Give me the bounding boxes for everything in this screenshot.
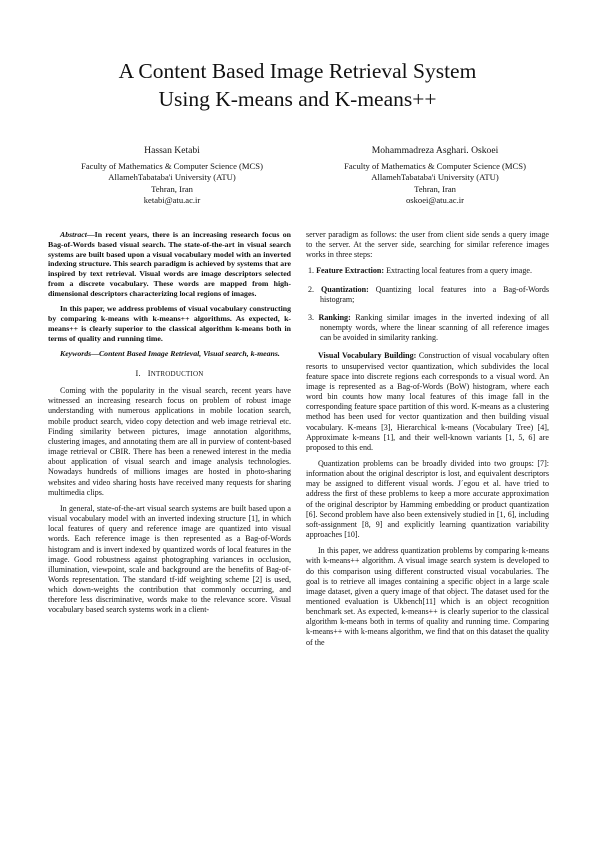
right-paragraph-1: server paradigm as follows: the user from client side sends a query image to the server. At the server side, searching for similar reference images works in three steps: — [306, 230, 549, 260]
section-title-rest: NTRODUCTION — [150, 370, 204, 378]
step-text: Ranking similar images in the inverted indexing of all nonempty words, where the linear scanning of all reference images can be avoided in similarity ranking. — [320, 312, 549, 343]
author-city: Tehran, Iran — [151, 183, 193, 194]
step-number: 2. — [308, 284, 315, 294]
abstract-paragraph-2: In this paper, we address problems of visual vocabulary constructing by comparing k-means with k-means++ algorithms. As expected, k-means++ is clearly superior to the classical algorithm k-means both in terms of quality and running time. — [48, 304, 291, 343]
left-column — [48, 230, 291, 622]
author-university: AllamehTabataba'i University (ATU) — [108, 172, 236, 183]
vocabulary-building-label: Visual Vocabulary Building: — [318, 351, 417, 361]
right-column — [306, 230, 549, 654]
step-number: 3. — [308, 312, 315, 322]
vocabulary-building-text: Construction of visual vocabulary often resorts to unsupervised vector quantization, which subdivides the local feature space into discrete regions each corresponds to a visual word. An image is represented as a Bag-of-Words (BoW) histogram, where each word bin counts how many local features of this image fall in the corresponding feature space partition of this word. K-means as a clustering method has been used for vector quantization and then building visual vocabulary. K-means [3], Hierarchical k-means (Vocabulary Tree) [4], Approximate k-means [1], and their well-known variants [1, 5, 6] are proposed to this end. — [306, 351, 549, 452]
step-text: Quantizing local features into a Bag-of-Words histogram; — [320, 284, 549, 304]
vocabulary-building-paragraph — [306, 351, 549, 453]
abstract-paragraph — [48, 230, 291, 298]
title-line-2: Using K-means and K-means++ — [158, 87, 437, 111]
author-name: Mohammadreza Asghari. Oskoei — [371, 145, 499, 156]
section-number: I. — [135, 369, 141, 378]
abstract-text: —In recent years, there is an increasing research focus on Bag-of-Words based visual search. The state-of-the-art in visual search systems are built based upon a visual vocabulary model with an inverted indexing structure. This search paradigm is achieved by systems that are inspired by text retrieval. Visual words are image descriptors selected from a discrete vocabulary. These words are mapped from high-dimensional descriptors characterizing local regions of images. — [48, 230, 291, 298]
step-ranking — [306, 313, 549, 343]
section-title-initial: I — [147, 369, 151, 378]
author-city: Tehran, Iran — [414, 183, 456, 194]
step-label: Feature Extraction: — [316, 266, 385, 276]
section-heading-introduction — [48, 369, 291, 379]
abstract-label: Abstract — [60, 230, 87, 239]
step-label: Quantization: — [320, 284, 369, 294]
step-feature-extraction — [306, 266, 549, 276]
author-affiliation: Faculty of Mathematics & Computer Science (MCS) — [344, 160, 526, 171]
quantization-problems-paragraph: Quantization problems can be broadly divided into two groups: [7]: information about the original descriptor is lost, and equivalent descriptors may be assigned to different visual words. J´egou et al. have tried to address the first of these problems to keep a more accurate approximation of the original descriptor by Hamming embedding or product quantization [6]. Second problem have also been extensively studied in [1, 6], including soft-assignment [8, 9] and explicitly learning quantization variability approaches [10]. — [306, 458, 549, 540]
step-quantization — [306, 285, 549, 305]
author-block-1 — [42, 145, 302, 207]
author-email: ketabi@atu.ac.ir — [143, 195, 201, 206]
intro-paragraph-1: Coming with the popularity in the visual search, recent years have witnessed an increasing research focus on problem of robust image understanding with numerous applications in mobile location search, mobile product search, video copy detection and web image retrieval etc. Finding similarity between pictures, image annotation algorithms, clustering images, and annotating them are all in purview of content-based image retrieval or CBIR. There has been a renewed interest in the media about application of visual search and image analysis technologies. Nowadays hundreds of millions images are hosted in photo-sharing websites and video sharing hosts have received many requests for sharing multimedia clips. — [48, 386, 291, 497]
author-affiliation: Faculty of Mathematics & Computer Science (MCS) — [81, 160, 263, 171]
title-line-1: A Content Based Image Retrieval System — [118, 59, 477, 83]
author-name: Hassan Ketabi — [144, 145, 200, 156]
author-university: AllamehTabataba'i University (ATU) — [371, 172, 499, 183]
step-number: 1. — [308, 266, 315, 276]
paper-title — [0, 57, 595, 113]
author-email: oskoei@atu.ac.ir — [405, 195, 465, 206]
step-text: Extracting local features from a query image. — [384, 266, 532, 276]
intro-paragraph-2: In general, state-of-the-art visual search systems are built based upon a visual vocabulary model with an inverted indexing structure [1], in which local features of query and reference image are quantized into visual words. Each reference image is then represented as a Bag-of-Words histogram and is invert indexed by quantized words of local features in the image. Good robustness against photographing variances in occlusion, illumination, viewpoint, scale and background are the benefits of Bag-of-Words representation. The standard tf-idf weighting scheme [2] is used, which down-weights the contribution that commonly occurring, and therefore less discriminative, words make to the relevance score. Visual vocabulary based search systems work in a client- — [48, 503, 291, 615]
author-block-2 — [305, 145, 565, 207]
contribution-paragraph: In this paper, we address quantization problems by comparing k-means with k-means++ algorithm. A visual image search system is developed to do this comparison using different constructed visual vocabularies. The goal is to retrieve all images containing a specific object in a large scale image dataset, given a query image of that object. The dataset used for the mentioned evaluation is Ukbench[11] which is an object recognition benchmark set. As expected, k-means++ is clearly superior to the classical algorithm k-means both in terms of quality and running time. Comparing k-means++ with k-means algorithm, we find that on this dataset the quality of the — [306, 546, 549, 647]
keywords: Keywords—Content Based Image Retrieval, Visual search, k-means. — [60, 349, 280, 359]
step-label: Ranking: — [318, 312, 351, 322]
